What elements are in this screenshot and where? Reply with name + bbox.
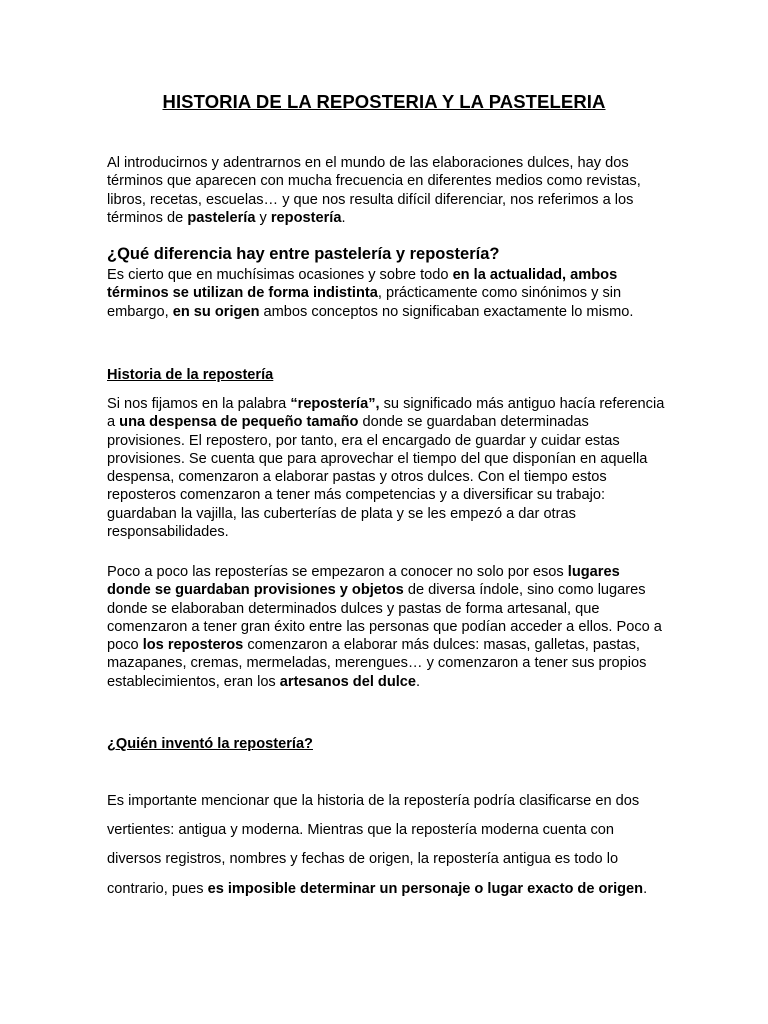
inventor-heading: ¿Quién inventó la repostería? (107, 736, 313, 752)
difference-text-2: , prácticamente como sinónimos y sin embargo, (107, 285, 622, 320)
history-p1-text-3: donde se guardaban determinadas provisiones. El repostero, por tanto, era el encargado de guardar y cuidar estas provisiones. Se cuenta que para aprovechar el tiempo del que disponían en aquella despensa, comenzaron a elaborar pastas y otros dulces. Con el tiempo estos reposteros comenzaron a tener más competencias y a diversificar su trabajo: guardaban la vajilla, las cuberterías de plata y se les empezó a dar otras responsabilidades. (107, 414, 648, 541)
difference-text-1: Es cierto que en muchísimas ocasiones y sobre todo (107, 267, 453, 283)
history-p2-text-1: Poco a poco las reposterías se empezaron a conocer no solo por esos (107, 564, 568, 580)
intro-paragraph (107, 154, 667, 227)
inventor-text-1: Es importante mencionar que la historia de la repostería podría clasificarse en dos vertientes: antigua y moderna. Mientras que la repostería moderna cuenta con diversos registros, nombres y fechas de origen, la repostería antigua es todo lo contrario, pues (107, 793, 640, 897)
intro-text-1: Al introducirnos y adentrarnos en el mundo de las elaboraciones dulces, hay dos términos que aparecen con mucha frecuencia en diferentes medios como revistas, libros, recetas, escuelas… y que nos resulta difícil diferenciar, nos referimos a los términos de (107, 155, 641, 226)
difference-paragraph (107, 266, 667, 321)
history-paragraph-2 (107, 563, 667, 691)
history-p1-text-1: Si nos fijamos en la palabra (107, 396, 291, 412)
inventor-bold-1: es imposible determinar un personaje o lugar exacto de origen (207, 880, 644, 897)
intro-bold-pasteleria: pastelería (187, 209, 256, 226)
history-p2-text-3: comenzaron a elaborar más dulces: masas, galletas, pastas, mazapanes, cremas, mermeladas, merengues… y comenzaron a tener sus propios establecimientos, eran los (107, 637, 647, 690)
history-p2-bold-2: los reposteros (142, 637, 244, 654)
history-heading: Historia de la repostería (107, 367, 274, 383)
difference-bold-2: en su origen (172, 303, 260, 320)
history-p2-text-2: de diversa índole, sino como lugares donde se elaboraban determinados dulces y pastas de forma artesanal, que comenzaron a tener gran éxito entre las personas que podían acceder a ellos. Poco a poco (107, 582, 662, 654)
intro-text-2: y (255, 209, 271, 226)
difference-bold-1: en la actualidad, ambos términos se utilizan de forma indistinta (107, 267, 618, 302)
history-p2-text-4: . (416, 673, 421, 690)
intro-text-3: . (341, 209, 346, 226)
document-title: HISTORIA DE LA REPOSTERIA Y LA PASTELERIA (162, 91, 606, 112)
history-p2-bold-1: lugares donde se guardaban provisiones y objetos (107, 564, 620, 599)
history-p2-bold-3: artesanos del dulce (279, 673, 417, 690)
history-p1-text-2: su significado más antiguo hacía referencia a (107, 396, 665, 431)
difference-text-3: ambos conceptos no significaban exactamente lo mismo. (259, 303, 634, 320)
history-p1-bold-1: “repostería”, (290, 396, 380, 412)
inventor-text-2: . (643, 880, 648, 897)
inventor-paragraph (107, 787, 667, 904)
history-p1-bold-2: una despensa de pequeño tamaño (119, 414, 359, 431)
history-paragraph-1 (107, 395, 667, 541)
intro-bold-reposteria: repostería (270, 209, 342, 226)
difference-heading: ¿Qué diferencia hay entre pastelería y repostería? (107, 245, 500, 263)
